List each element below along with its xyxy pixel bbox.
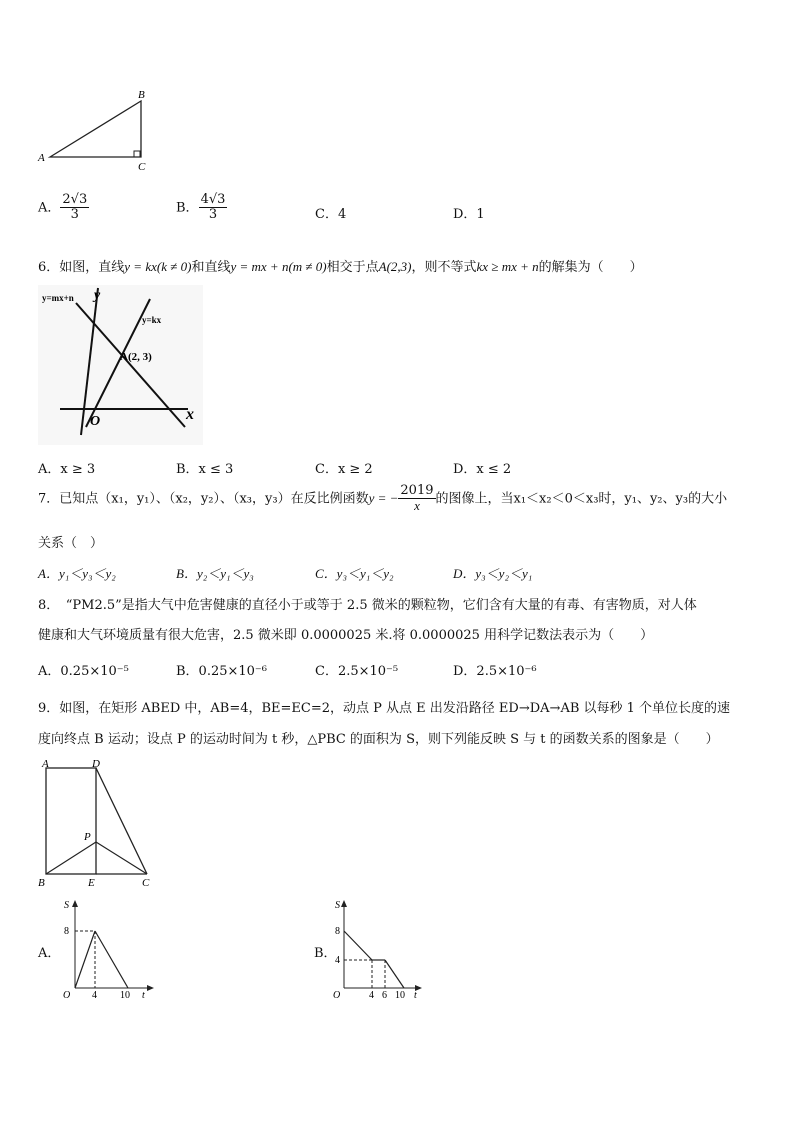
tick-8: 8 xyxy=(335,926,340,937)
fig-label-y: y xyxy=(94,288,101,303)
triangle-abc xyxy=(50,101,141,157)
fig-label-point: A(2, 3) xyxy=(120,351,152,363)
q6-point: A(2,3) xyxy=(378,259,412,274)
origin-label: O xyxy=(333,990,341,1001)
origin-label: O xyxy=(63,990,71,1001)
q6-text-5: 的解集为（ ） xyxy=(538,260,643,275)
q6-text-4: ，则不等式 xyxy=(411,260,477,275)
q9-option-b-label[interactable]: B． xyxy=(314,946,337,961)
tick-x6: 6 xyxy=(382,990,387,1001)
axis-s-label: S xyxy=(335,900,340,911)
q6-cond2: (m ≠ 0) xyxy=(288,259,327,274)
tick-8: 8 xyxy=(64,926,69,937)
tick-4: 4 xyxy=(335,955,340,966)
q5-option-b-den: 3 xyxy=(208,207,218,223)
graph-b-seg1 xyxy=(344,931,372,960)
fig-label-x: x xyxy=(186,406,194,423)
tick-x4: 4 xyxy=(92,990,97,1001)
label-a: A xyxy=(42,758,49,770)
q9-line-2: 度向终点 B 运动；设点 P 的运动时间为 t 秒，△PBC 的面积为 S，则下列能反映 S 与 t 的函数关系的图象是（ ） xyxy=(38,732,719,747)
q8-line-1: 8． “PM2.5”是指大气中危害健康的直径小于或等于 2.5 微米的颗粒物，它们含有大量的有毒、有害物质，对人体 xyxy=(38,598,697,613)
graph-a-rise xyxy=(75,931,95,988)
q7-func-den: x xyxy=(414,498,420,514)
axis-t-label: t xyxy=(414,990,417,1001)
q5-option-d[interactable]: D．1 xyxy=(453,207,485,222)
q5-option-a-prefix: A． xyxy=(38,200,61,216)
q7-func-num: 2019 xyxy=(400,483,434,498)
q7-text-1: 7．已知点（x₁，y₁）、（x₂，y₂）、（x₃，y₃）在反比例函数 xyxy=(38,491,369,507)
q6-text-2: 和直线 xyxy=(191,260,231,275)
q8-option-d[interactable]: D．2.5×10⁻⁶ xyxy=(453,664,537,679)
q5-option-b-prefix: B． xyxy=(176,200,199,216)
tick-x10: 10 xyxy=(120,990,130,1001)
label-a: A xyxy=(38,152,45,164)
q6-option-c[interactable]: C．x ≥ 2 xyxy=(315,462,373,477)
q6-eq1: y = kx xyxy=(124,259,157,274)
q6-option-b[interactable]: B．x ≤ 3 xyxy=(176,462,234,477)
q6-cond1: (k ≠ 0) xyxy=(156,259,192,274)
q8-option-c[interactable]: C．2.5×10⁻⁵ xyxy=(315,664,399,679)
q5-option-b-num: 4√3 xyxy=(200,192,226,207)
q9-figure xyxy=(36,758,166,890)
q7-func-lhs: y = − xyxy=(368,490,399,506)
q5-option-a-num: 2√3 xyxy=(62,192,88,207)
q7-line-2: 关系（ ） xyxy=(38,536,104,551)
q5-option-c[interactable]: C．4 xyxy=(315,207,347,222)
q7-text-2: 的图像上，当x₁＜x₂＜0＜x₃时，y₁、y₂、y₃的大小 xyxy=(435,491,728,507)
triangle-figure xyxy=(30,85,160,175)
q7-option-a[interactable]: A．y₁＜y₃＜y₂ xyxy=(38,566,116,581)
q8-line-2: 健康和大气环境质量有很大危害，2.5 微米即 0.0000025 米.将 0.0000025 用科学记数法表示为（ ） xyxy=(38,628,654,643)
graph-a-fall xyxy=(95,931,128,988)
q9-graph-b[interactable] xyxy=(332,896,432,1004)
q6-option-a[interactable]: A．x ≥ 3 xyxy=(38,462,96,477)
q9-graph-a[interactable] xyxy=(58,896,158,1004)
label-p: P xyxy=(84,831,91,843)
q5-option-a-den: 3 xyxy=(70,207,79,223)
fig-label-line1: y=mx+n xyxy=(42,293,74,303)
segment-bp xyxy=(46,842,96,874)
q6-eq2: y = mx + n xyxy=(230,259,289,274)
q9-option-a-label[interactable]: A． xyxy=(38,946,61,961)
q6-stem xyxy=(38,256,643,275)
fig-label-line2: y=kx xyxy=(142,315,162,325)
q6-option-d[interactable]: D．x ≤ 2 xyxy=(453,462,512,477)
right-angle-mark xyxy=(134,151,140,157)
label-d: D xyxy=(92,758,100,770)
label-c: C xyxy=(138,161,146,173)
q9-line-1: 9．如图，在矩形 ABED 中，AB=4，BE=EC=2，动点 P 从点 E 出发沿路径 ED→DA→AB 以每秒 1 个单位长度的速 xyxy=(38,701,731,716)
label-c: C xyxy=(142,877,150,889)
q7-option-c[interactable]: C．y₃＜y₁＜y₂ xyxy=(315,566,394,581)
label-e: E xyxy=(88,877,95,889)
q5-option-b[interactable] xyxy=(176,193,227,223)
q5-option-a[interactable] xyxy=(38,193,89,223)
tick-x10: 10 xyxy=(395,990,405,1001)
label-b: B xyxy=(138,89,145,101)
q8-option-a[interactable]: A．0.25×10⁻⁵ xyxy=(38,664,129,679)
label-b: B xyxy=(38,877,45,889)
q7-option-b[interactable]: B．y₂＜y₁＜y₃ xyxy=(176,566,254,581)
q7-line-1 xyxy=(38,484,727,514)
axis-s-label: S xyxy=(64,900,69,911)
q8-option-b[interactable]: B．0.25×10⁻⁶ xyxy=(176,664,268,679)
q6-text-1: 6．如图，直线 xyxy=(38,260,125,275)
fig-label-o: O xyxy=(90,414,101,429)
graph-b-seg3 xyxy=(385,960,404,988)
q6-ineq: kx ≥ mx + n xyxy=(476,259,539,274)
axis-t-label: t xyxy=(142,990,145,1001)
q6-figure xyxy=(38,285,203,445)
tick-x4: 4 xyxy=(369,990,374,1001)
q7-option-d[interactable]: D．y₃＜y₂＜y₁ xyxy=(453,566,533,581)
q6-text-3: 相交于点 xyxy=(326,260,379,275)
